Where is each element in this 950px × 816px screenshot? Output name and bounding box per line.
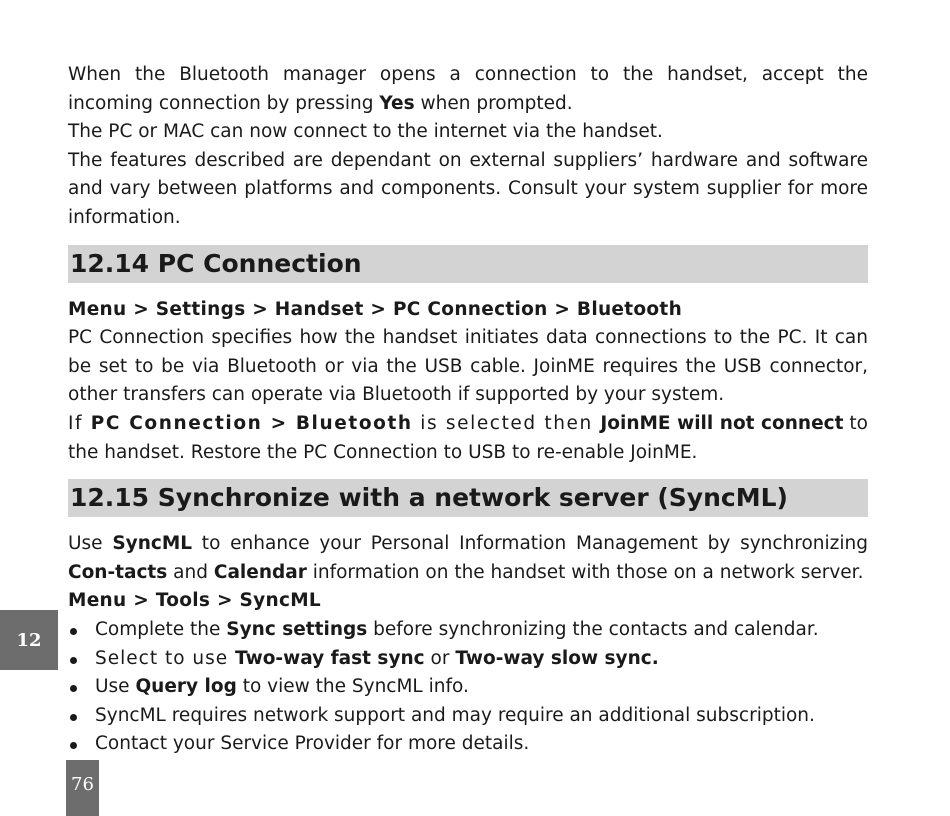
intro-paragraph-3: The features described are dependant on external suppliers’ hardware and software and vary between platforms and components. Consult your system supplier for more information. bbox=[68, 149, 868, 228]
text: Complete the bbox=[95, 618, 227, 640]
page-number: 76 bbox=[66, 760, 99, 816]
page-content bbox=[68, 61, 868, 759]
bold-text: Sync settings bbox=[226, 618, 368, 640]
yes-keyword: Yes bbox=[379, 92, 415, 114]
menu-path-syncml: Menu > Tools > SyncML bbox=[68, 590, 322, 612]
bullet-icon bbox=[70, 714, 77, 721]
section-heading-syncml: 12.15 Synchronize with a network server (SyncML) bbox=[68, 479, 868, 517]
text: information on the handset with those on a network server. bbox=[306, 561, 864, 583]
bold-text: Query log bbox=[135, 676, 237, 698]
text: SyncML requires network support and may require an additional subscription. bbox=[95, 704, 815, 726]
syncml-paragraph-1 bbox=[68, 530, 868, 587]
text: Use bbox=[68, 533, 113, 555]
text: Use bbox=[95, 676, 136, 698]
text: to the handset. Restore the PC Connection to USB to re-enable JoinME. bbox=[68, 412, 868, 463]
bold-text: SyncML bbox=[112, 533, 193, 555]
bold-text: Two-way fast sync bbox=[235, 647, 425, 669]
intro-paragraph-1 bbox=[68, 61, 868, 118]
bold-text: Con-tacts bbox=[68, 561, 168, 583]
list-item bbox=[68, 645, 868, 674]
bold-text: Two-way slow sync. bbox=[455, 647, 659, 669]
list-item bbox=[68, 730, 868, 759]
pc-connection-paragraph-2 bbox=[68, 410, 868, 467]
bullet-icon bbox=[70, 657, 77, 664]
list-item bbox=[68, 673, 868, 702]
list-item bbox=[68, 702, 868, 731]
bullet-icon bbox=[70, 742, 77, 749]
text: If bbox=[68, 412, 91, 434]
pc-connection-paragraph-1: PC Connection specifies how the handset initiates data connections to the PC. It can be set to be via Bluetooth or via the USB cable. JoinME requires the USB connector, other transfers can operate via Bluetooth if supported by your system. bbox=[68, 327, 868, 406]
bold-text: JoinME will not connect bbox=[600, 412, 844, 434]
bold-text: Calendar bbox=[213, 561, 307, 583]
text: or bbox=[424, 647, 456, 669]
syncml-bullet-list bbox=[68, 616, 868, 759]
chapter-tab: 12 bbox=[0, 610, 58, 670]
text: is selected then bbox=[412, 412, 601, 434]
text: Contact your Service Provider for more details. bbox=[95, 733, 530, 755]
text: before synchronizing the contacts and calendar. bbox=[367, 618, 819, 640]
menu-path-pc-connection: Menu > Settings > Handset > PC Connection > Bluetooth bbox=[68, 298, 683, 320]
text: when prompted. bbox=[414, 92, 573, 114]
text: to enhance your Personal Information Management by synchronizing bbox=[192, 533, 868, 555]
text: Select to use bbox=[95, 647, 236, 669]
list-item bbox=[68, 616, 868, 645]
text: and bbox=[167, 561, 214, 583]
section-heading-pc-connection: 12.14 PC Connection bbox=[68, 245, 868, 283]
bullet-icon bbox=[70, 685, 77, 692]
bold-text: PC Connection > Bluetooth bbox=[90, 412, 413, 434]
intro-paragraph-2: The PC or MAC can now connect to the internet via the handset. bbox=[68, 121, 663, 143]
text: When the Bluetooth manager opens a connection to the handset, accept the incoming connection by pressing bbox=[68, 64, 868, 114]
text: to view the SyncML info. bbox=[236, 676, 469, 698]
bullet-icon bbox=[70, 628, 77, 635]
